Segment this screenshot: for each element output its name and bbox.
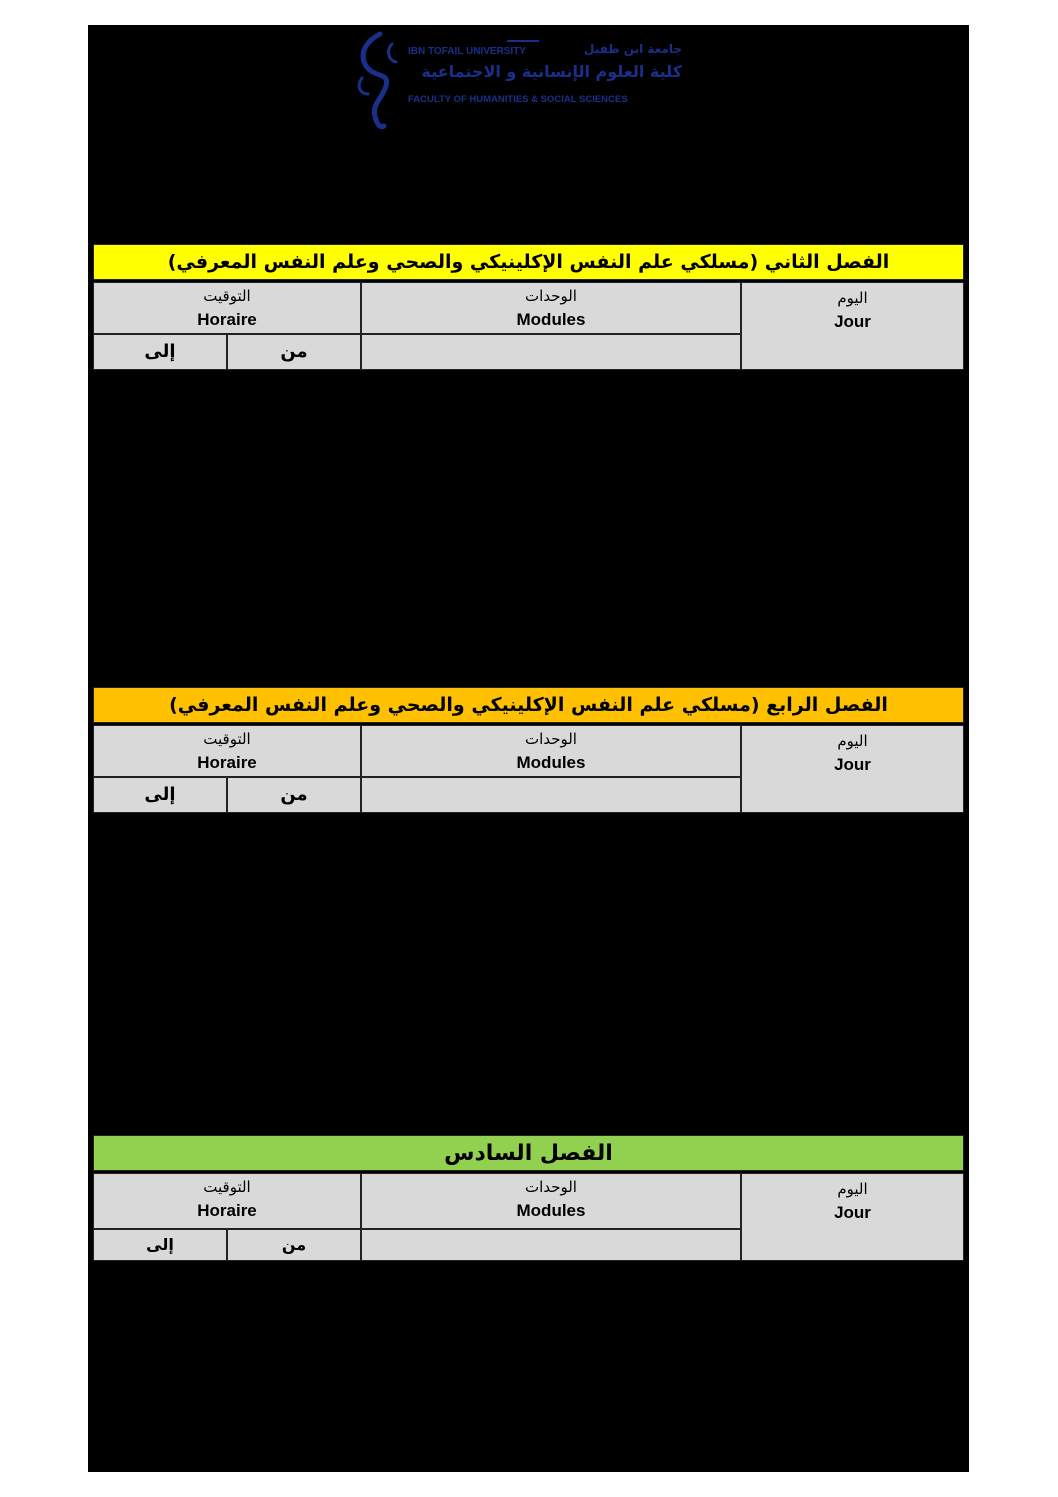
- to-header: [93, 1229, 227, 1261]
- logo-faculty-ar: كلية العلوم الإنسانية و الاجتماعية: [421, 62, 682, 81]
- modules-fr: Modules: [516, 753, 586, 772]
- blank-header-cell: [361, 1229, 741, 1261]
- horaire-fr: Horaire: [197, 310, 257, 329]
- modules-ar: الوحدات: [525, 730, 577, 748]
- jour-ar: اليوم: [837, 732, 868, 750]
- modules-ar: الوحدات: [525, 1178, 577, 1196]
- from-ar: من: [280, 341, 308, 362]
- modules-ar: الوحدات: [525, 287, 577, 305]
- to-header: [93, 777, 227, 813]
- logo-university-en: IBN TOFAIL UNIVERSITY: [408, 46, 526, 57]
- horaire-fr: Horaire: [197, 753, 257, 772]
- horaire-header: [93, 282, 361, 334]
- jour-header: [741, 1173, 964, 1261]
- section-title: الفصل السادس: [93, 1135, 964, 1171]
- blank-header-cell: [361, 777, 741, 813]
- to-ar: إلى: [144, 784, 176, 805]
- horaire-ar: التوقيت: [203, 287, 251, 305]
- jour-header: [741, 282, 964, 370]
- document-page: [88, 25, 969, 1472]
- jour-fr: Jour: [834, 1203, 871, 1222]
- horaire-ar: التوقيت: [203, 1178, 251, 1196]
- to-header: [93, 334, 227, 370]
- from-header: [227, 334, 361, 370]
- from-ar: من: [281, 1235, 307, 1254]
- horaire-header: [93, 725, 361, 777]
- logo-university-ar: جامعة ابن طفيل: [584, 42, 682, 56]
- jour-header: [741, 725, 964, 813]
- modules-header: [361, 282, 741, 334]
- modules-header: [361, 1173, 741, 1229]
- section-title: الفصل الثاني (مسلكي علم النفس الإكلينيكي والصحي وعلم النفس المعرفي): [93, 244, 964, 280]
- horaire-header: [93, 1173, 361, 1229]
- schedule-header: [93, 725, 964, 813]
- schedule-header: [93, 282, 964, 370]
- university-logo: [350, 30, 690, 130]
- modules-fr: Modules: [516, 1201, 586, 1220]
- from-header: [227, 777, 361, 813]
- semester-4-section: [93, 687, 964, 813]
- logo-faculty-en: FACULTY OF HUMANITIES & SOCIAL SCIENCES: [408, 94, 628, 105]
- semester-2-section: [93, 244, 964, 370]
- university-emblem-icon: [350, 30, 410, 130]
- horaire-fr: Horaire: [197, 1201, 257, 1220]
- from-header: [227, 1229, 361, 1261]
- jour-ar: اليوم: [837, 1180, 868, 1198]
- modules-fr: Modules: [516, 310, 586, 329]
- semester-6-section: [93, 1135, 964, 1261]
- to-ar: إلى: [146, 1235, 174, 1254]
- jour-fr: Jour: [834, 755, 871, 774]
- section-title: الفصل الرابع (مسلكي علم النفس الإكلينيكي والصحي وعلم النفس المعرفي): [93, 687, 964, 723]
- modules-header: [361, 725, 741, 777]
- schedule-header: [93, 1173, 964, 1261]
- from-ar: من: [280, 784, 308, 805]
- blank-header-cell: [361, 334, 741, 370]
- horaire-ar: التوقيت: [203, 730, 251, 748]
- jour-ar: اليوم: [837, 289, 868, 307]
- to-ar: إلى: [144, 341, 176, 362]
- jour-fr: Jour: [834, 312, 871, 331]
- logo-rule: [507, 40, 539, 42]
